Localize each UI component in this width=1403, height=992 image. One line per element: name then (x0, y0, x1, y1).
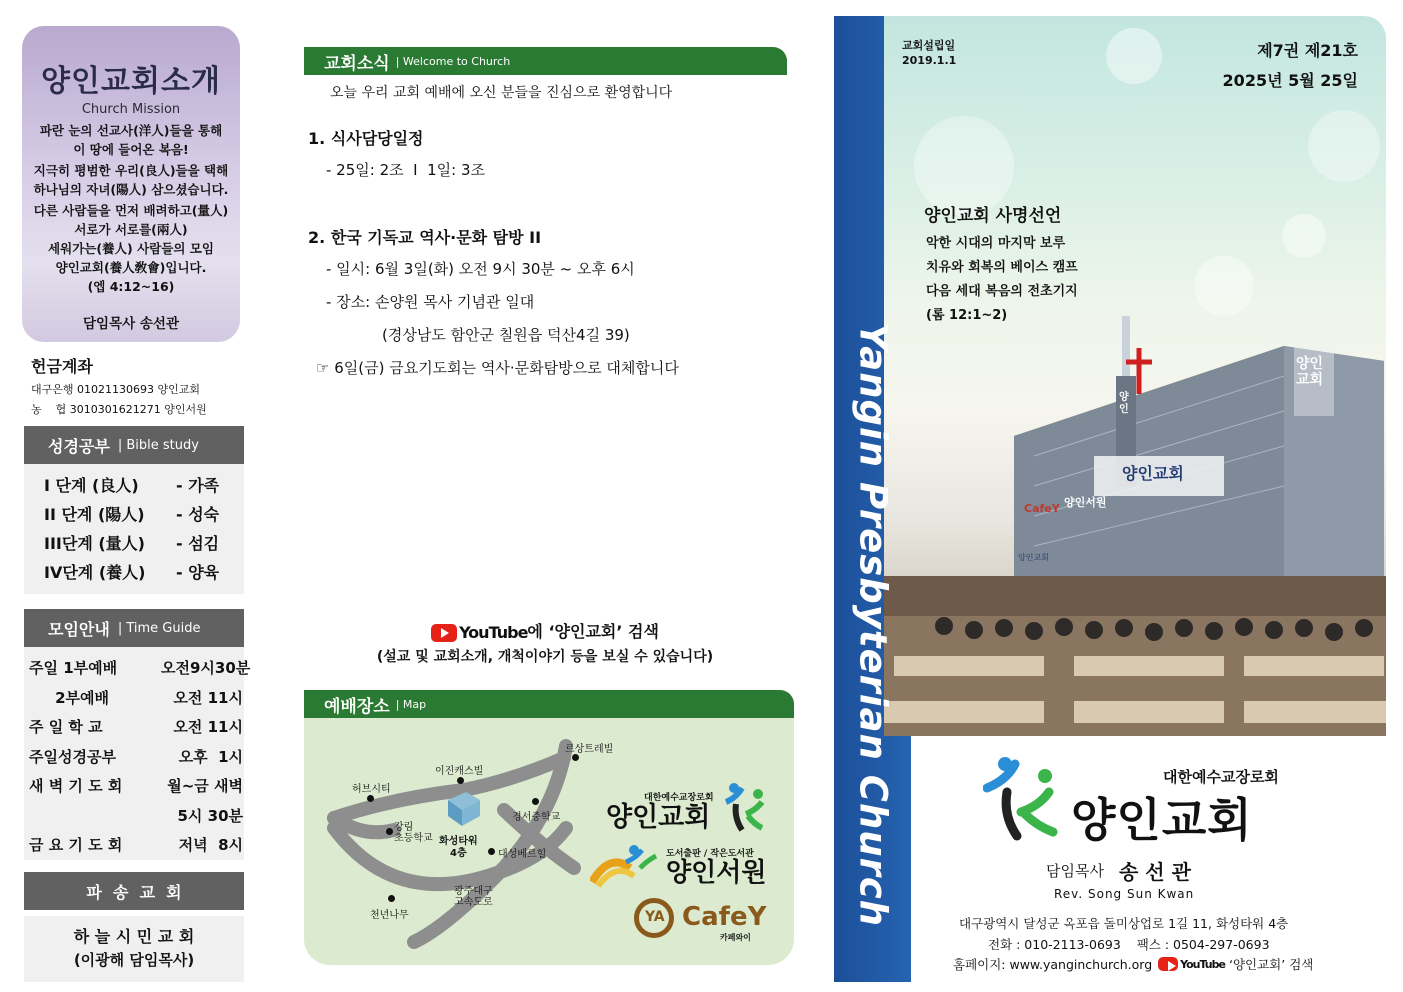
mission-line: 세워가는(養人) 사람들의 모임 (48, 241, 214, 256)
footer-pastor-name: 송 선 관 (1119, 860, 1191, 884)
cover-footer (911, 736, 1386, 982)
news-item-2-title: 2. 한국 기독교 역사·문화 탐방 II (308, 228, 542, 247)
founded-label: 교회설립일 (902, 39, 956, 52)
mission-statement-line: 다음 세대 복음의 전초기지 (926, 284, 1078, 299)
meeting-time: 오전 11시 (173, 688, 243, 707)
welcome-text: 오늘 우리 교회 예배에 오신 분들을 진심으로 환영합니다 (330, 85, 673, 101)
meeting-time: 저녁 8시 (178, 836, 243, 855)
list-item (24, 557, 244, 586)
meeting-name: 새 벽 기 도 회 (29, 777, 123, 796)
youtube-promo (304, 619, 786, 642)
table-row (24, 742, 244, 772)
bible-study-title-en-text: Bible study (126, 437, 199, 453)
mission-line: 다른 사람들을 먼저 배려하고(量人) (33, 203, 229, 218)
church-logo-icon (983, 754, 1063, 842)
map-label-gyeongseo: 경서중학교 (512, 812, 561, 823)
news-title: 교회소식 (324, 53, 390, 74)
cafe-emblem-icon (634, 898, 674, 938)
missions-church: 하 늘 시 민 교 회 (73, 927, 195, 946)
cover-image (884, 16, 1386, 736)
cafe-logo-small: 카페와이 (720, 933, 751, 942)
bookshop-logo-name: 양인서원 (666, 858, 767, 888)
map-label-hub: 허브시티 (352, 784, 391, 795)
mission-line: 이 땅에 들어온 복음! (73, 142, 189, 157)
news-item-2-line: - 일시: 6월 3일(화) 오전 9시 30분 ~ 오후 6시 (326, 260, 635, 278)
cafe-logo-name: CafeY (682, 902, 767, 932)
youtube-play-icon (431, 624, 457, 642)
map-header (304, 690, 794, 718)
study-level: IV단계 (養人) (44, 563, 146, 582)
map-marker (488, 848, 495, 855)
location-map (304, 718, 794, 965)
band-title-text: Yangin Presbyterian Church (851, 322, 895, 928)
meeting-name: 2부예배 (29, 688, 110, 707)
map-marker (386, 828, 393, 835)
mission-line: 양인교회(養人敎會)입니다. (55, 260, 207, 275)
meeting-time: 5시 30분 (177, 806, 243, 825)
tower-sign: 양인 (1119, 392, 1129, 415)
offering-account-nonghyup: 농 협 3010301621271 양인서원 (31, 403, 207, 416)
list-item (24, 528, 244, 557)
list-item (24, 499, 244, 528)
church-logo-small: 대한예수교장로회 (644, 793, 714, 803)
youtube-logo (431, 623, 527, 642)
news-item-2-note: ☞ 6일(금) 금요기도회는 역사·문화탐방으로 대체합니다 (316, 359, 679, 377)
church-emblem-icon (722, 780, 766, 834)
footer-denomination: 대한예수교장로회 (1163, 768, 1279, 786)
youtube-play-icon (1158, 957, 1178, 971)
youtube-promo-sub: (설교 및 교회소개, 개척이야기 등을 보실 수 있습니다) (376, 649, 714, 665)
mission-line: 지극히 평범한 우리(良人)들을 택해 (33, 163, 229, 178)
map-marker (572, 754, 579, 761)
study-name: - 가족 (176, 476, 220, 495)
map-label-ijin: 이진캐스빌 (435, 766, 484, 777)
study-name: - 섬김 (176, 534, 220, 553)
table-row (24, 771, 244, 801)
founded-date: 2019.1.1 (902, 54, 957, 67)
stage-screen-text: 양인교회 (1018, 553, 1049, 562)
mission-line: (엡 4:12~16) (87, 279, 175, 294)
map-label-gangrim: 강림 초등학교 (394, 822, 433, 844)
church-logo-name: 양인교회 (606, 802, 711, 833)
missions-title: 파 송 교 회 (86, 882, 182, 902)
map-label-hwaseong: 화성타워 4층 (439, 836, 478, 859)
bookshop-logo (666, 846, 766, 887)
mission-statement-line: 치유와 회복의 베이스 캠프 (926, 260, 1078, 275)
missions-box (24, 916, 244, 982)
missions-header (24, 872, 244, 910)
study-name: - 성숙 (176, 505, 220, 524)
youtube-promo-text: 에 ‘양인교회’ 검색 (527, 622, 659, 641)
map-marker (388, 895, 395, 902)
bible-study-title-en: | Bible study (117, 437, 199, 453)
footer-pastor-en: Rev. Song Sun Kwan (1054, 887, 1195, 901)
bookshop-emblem-icon (590, 842, 660, 890)
building-side-sign: 양인 교회 (1296, 356, 1324, 388)
offering-account-daegu: 대구은행 01021130693 양인교회 (31, 383, 200, 396)
time-guide-title-en-text: Time Guide (126, 620, 201, 636)
map-label-highway: 광주대구 고속도로 (454, 886, 493, 908)
table-row (24, 830, 244, 860)
time-guide-title: 모임안내 (48, 619, 110, 639)
news-title-en: | Welcome to Church (395, 54, 511, 68)
meeting-name: 금 요 기 도 회 (29, 836, 123, 855)
mission-statement-line: 악한 시대의 마지막 보루 (926, 236, 1066, 251)
mission-line: 서로가 서로를(兩人) (74, 222, 188, 237)
news-header (304, 47, 787, 75)
bookshop-sign: 양인서원 (1064, 496, 1107, 509)
study-level: II 단계 (陽人) (44, 505, 145, 524)
map-title-en: | Map (395, 697, 427, 711)
cafe-emblem-mark: YA (645, 909, 665, 925)
time-guide-list (24, 647, 251, 860)
mission-statement-title: 양인교회 사명선언 (924, 206, 1062, 226)
bible-study-list (24, 464, 244, 594)
news-item-2-line: (경상남도 함안군 칠원읍 덕산4길 39) (382, 326, 630, 344)
map-marker (367, 795, 374, 802)
cafe-sign: CafeY (1024, 502, 1060, 515)
issue-date: 2025년 5월 25일 (1222, 71, 1358, 90)
map-label-cheonnyeon: 천년나무 (370, 910, 409, 921)
meeting-time: 오전9시30분 (161, 659, 251, 678)
missions-pastor: (이광해 담임목사) (73, 951, 195, 969)
youtube-wordmark: YouTube (1180, 957, 1225, 971)
map-label-daeseong: 대성베르힐 (498, 849, 547, 860)
time-guide-header (24, 609, 244, 647)
meeting-name: 주일성경공부 (29, 747, 116, 766)
youtube-wordmark: YouTube (459, 623, 528, 642)
news-item-1-line: - 25일: 2조 I 1일: 3조 (326, 161, 485, 179)
footer-address: 대구광역시 달성군 옥포읍 돌미상업로 1길 11, 화성타워 4층 (959, 916, 1289, 931)
offering-title: 헌금계좌 (31, 357, 93, 376)
meeting-name: 주일 1부예배 (29, 659, 118, 678)
footer-web (953, 955, 1313, 973)
mission-signature: 담임목사 송선관 (83, 316, 179, 332)
map-title: 예배장소 (324, 696, 390, 717)
offering-accounts (31, 354, 241, 417)
meeting-time: 오전 11시 (173, 718, 243, 737)
mission-subtitle: Church Mission (81, 102, 181, 117)
time-guide-title-en: | Time Guide (117, 620, 201, 636)
bookshop-logo-small: 도서출판 / 작은도서관 (666, 849, 754, 859)
mission-title: 양인교회소개 (41, 64, 221, 99)
footer-pastor-label: 담임목사 (1046, 862, 1104, 880)
church-mission-card (22, 26, 240, 342)
study-name: - 양육 (176, 563, 220, 582)
mission-line: 하나님의 자녀(陽人) 삼으셨습니다. (33, 182, 229, 197)
footer-website[interactable]: 홈페이지: www.yanginchurch.org (953, 957, 1153, 972)
bible-study-header (24, 426, 244, 464)
table-row (24, 801, 244, 831)
study-level: III단계 (量人) (44, 534, 145, 553)
table-row (24, 712, 244, 742)
mission-statement-line: (롬 12:1~2) (926, 308, 1008, 323)
building-icon (444, 788, 484, 828)
issue-volume: 제7권 제21호 (1257, 41, 1358, 60)
footer-youtube-search: ‘양인교회’ 검색 (1228, 957, 1314, 972)
bible-study-title: 성경공부 (48, 436, 110, 456)
meeting-name: 주 일 학 교 (29, 718, 103, 737)
map-label-reussang: 르상트레빌 (565, 744, 614, 755)
news-item-2-line: - 장소: 손양원 목사 기념관 일대 (326, 293, 535, 311)
map-marker (457, 777, 464, 784)
map-marker (532, 798, 539, 805)
meeting-time: 월~금 새벽 (167, 777, 243, 796)
table-row (24, 653, 251, 683)
table-row (24, 683, 244, 713)
church-logo (606, 790, 714, 833)
meeting-time: 오후 1시 (178, 747, 243, 766)
footer-church-name: 양인교회 (1071, 793, 1253, 847)
list-item (24, 470, 244, 499)
news-item-1-title: 1. 식사담당일정 (308, 129, 424, 148)
footer-phone: 전화 : 010-2113-0693 팩스 : 0504-297-0693 (988, 937, 1270, 952)
building-front-sign: 양인교회 (1122, 464, 1184, 483)
mission-line: 파란 눈의 선교사(洋人)들을 통해 (39, 123, 223, 138)
study-level: I 단계 (良人) (44, 476, 139, 495)
mission-text (22, 121, 240, 296)
